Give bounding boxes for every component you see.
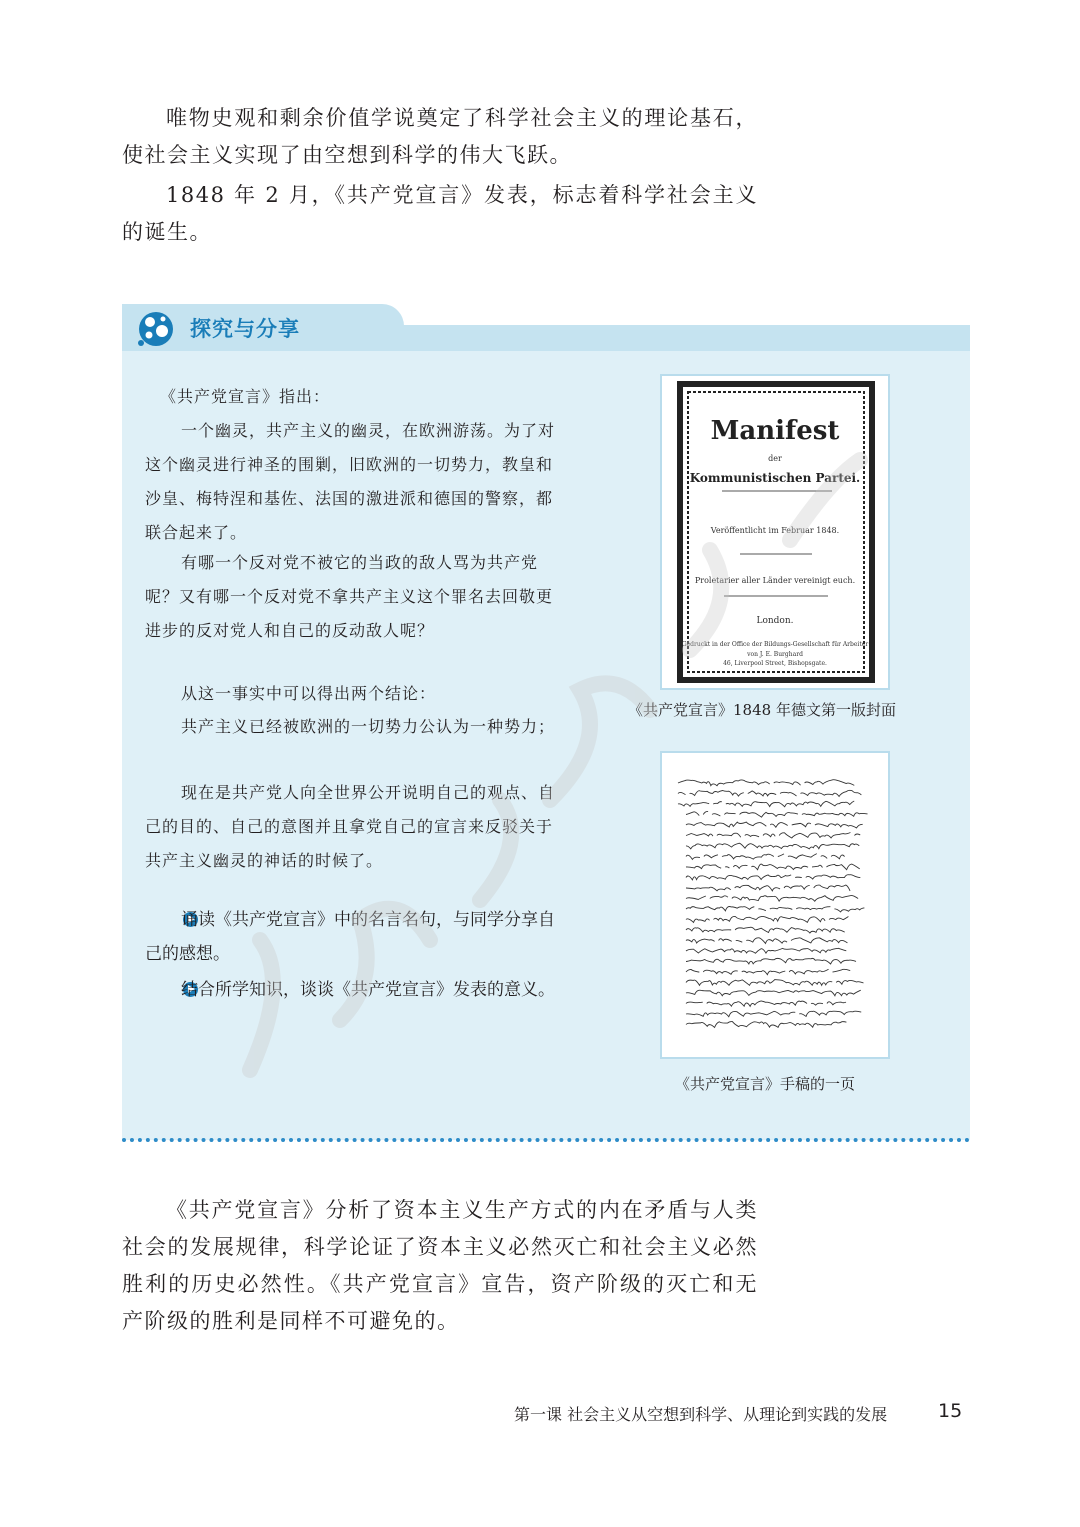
inquiry-dotted-border	[122, 1138, 970, 1142]
body-paragraph-3: 《共产党宣言》分析了资本主义生产方式的内在矛盾与人类社会的发展规律，科学论证了资本主义必然灭亡和社会主义必然胜利的历史必然性。《共产党宣言》宣告，资产阶级的灭亡和无产阶级的胜利是同样不可避免的。	[122, 1198, 758, 1333]
manuscript-image	[662, 753, 888, 1057]
body-paragraph-1: 唯物史观和剩余价值学说奠定了科学社会主义的理论基石，使社会主义实现了由空想到科学的伟大飞跃。	[122, 106, 758, 167]
handwriting-line	[686, 927, 845, 933]
handwriting-line	[686, 864, 864, 870]
handwriting-line	[686, 1022, 846, 1028]
quote-paragraph-4: 共产主义已经被欧洲的一切势力公认为一种势力；	[181, 717, 556, 736]
handwriting-line	[686, 895, 858, 901]
handwriting-line	[686, 958, 856, 964]
handwriting-line	[686, 885, 850, 891]
handwriting-line	[686, 875, 860, 880]
handwriting-line	[686, 948, 846, 953]
handwriting-line	[678, 790, 865, 796]
handwriting-line	[686, 833, 864, 838]
footer-lesson-title: 第一课 社会主义从空想到科学、从理论到实践的发展	[514, 1405, 888, 1424]
handwriting-line	[678, 801, 854, 807]
handwriting-line	[686, 854, 845, 860]
handwriting-line	[686, 843, 859, 849]
page-number: 15	[938, 1400, 963, 1422]
figure-2-caption: 《共产党宣言》手稿的一页	[675, 1075, 856, 1093]
cover-subtitle: Kommunistischen Partei.	[689, 471, 861, 485]
cover-slogan: Proletarier aller Länder vereinigt euch.	[694, 576, 856, 585]
quote-paragraph-5: 现在是共产党人向全世界公开说明自己的观点、自己的目的、自己的意图并且拿党自己的宣言来反驳关于共产主义幽灵的神话的时候了。	[145, 783, 556, 870]
inquiry-title: 探究与分享	[190, 317, 300, 341]
cover-date: Veröffentlicht im Februar 1848.	[710, 526, 840, 535]
cover-title: Manifest	[710, 416, 840, 446]
quote-intro: 《共产党宣言》指出：	[160, 387, 331, 406]
cover-der: der	[768, 454, 782, 463]
handwriting-line	[678, 780, 854, 786]
handwriting-line	[686, 822, 863, 828]
svg-text:von J. E. Burghard: von J. E. Burghard	[747, 651, 803, 658]
svg-text:46, Liverpool Street, Bishopsg: 46, Liverpool Street, Bishopsgate.	[723, 660, 827, 667]
manifesto-cover-image	[662, 376, 888, 688]
handwriting-line	[686, 938, 851, 944]
quote-paragraph-2: 有哪一个反对党不被它的当政的敌人骂为共产党呢？又有哪一个反对党不拿共产主义这个罪名去回敬更进步的反对党人和自己的反动敌人呢？	[145, 553, 554, 640]
question-1: 诵读《共产党宣言》中的名言名句，与同学分享自己的感想。	[145, 910, 555, 964]
handwriting-line	[686, 990, 861, 996]
quote-paragraph-3: 从这一事实中可以得出两个结论：	[181, 684, 437, 703]
handwriting-line	[686, 1011, 861, 1017]
bubbles-icon	[136, 309, 176, 349]
question-2: 结合所学知识，谈谈《共产党宣言》发表的意义。	[181, 980, 555, 1000]
handwriting-line	[686, 980, 868, 986]
handwriting-line	[686, 811, 868, 817]
body-paragraph-2: 1848 年 2 月，《共产党宣言》发表，标志着科学社会主义的诞生。	[122, 183, 758, 244]
quote-paragraph-1: 一个幽灵，共产主义的幽灵，在欧洲游荡。为了对这个幽灵进行神圣的围剿，旧欧洲的一切势力，教皇和沙皇、梅特涅和基佐、法国的激进派和德国的警察，都联合起来了。	[145, 421, 556, 542]
svg-text:Gedruckt in der Office der Bil: Gedruckt in der Office der Bildungs-Gesellschaft für Arbeiter	[681, 641, 869, 648]
handwriting-line	[686, 906, 864, 911]
figure-1-caption: 《共产党宣言》1848 年德文第一版封面	[628, 701, 896, 719]
handwriting-line	[686, 969, 850, 974]
handwriting-line	[686, 1001, 846, 1006]
handwriting-line	[686, 916, 848, 922]
cover-london: London.	[756, 616, 794, 626]
